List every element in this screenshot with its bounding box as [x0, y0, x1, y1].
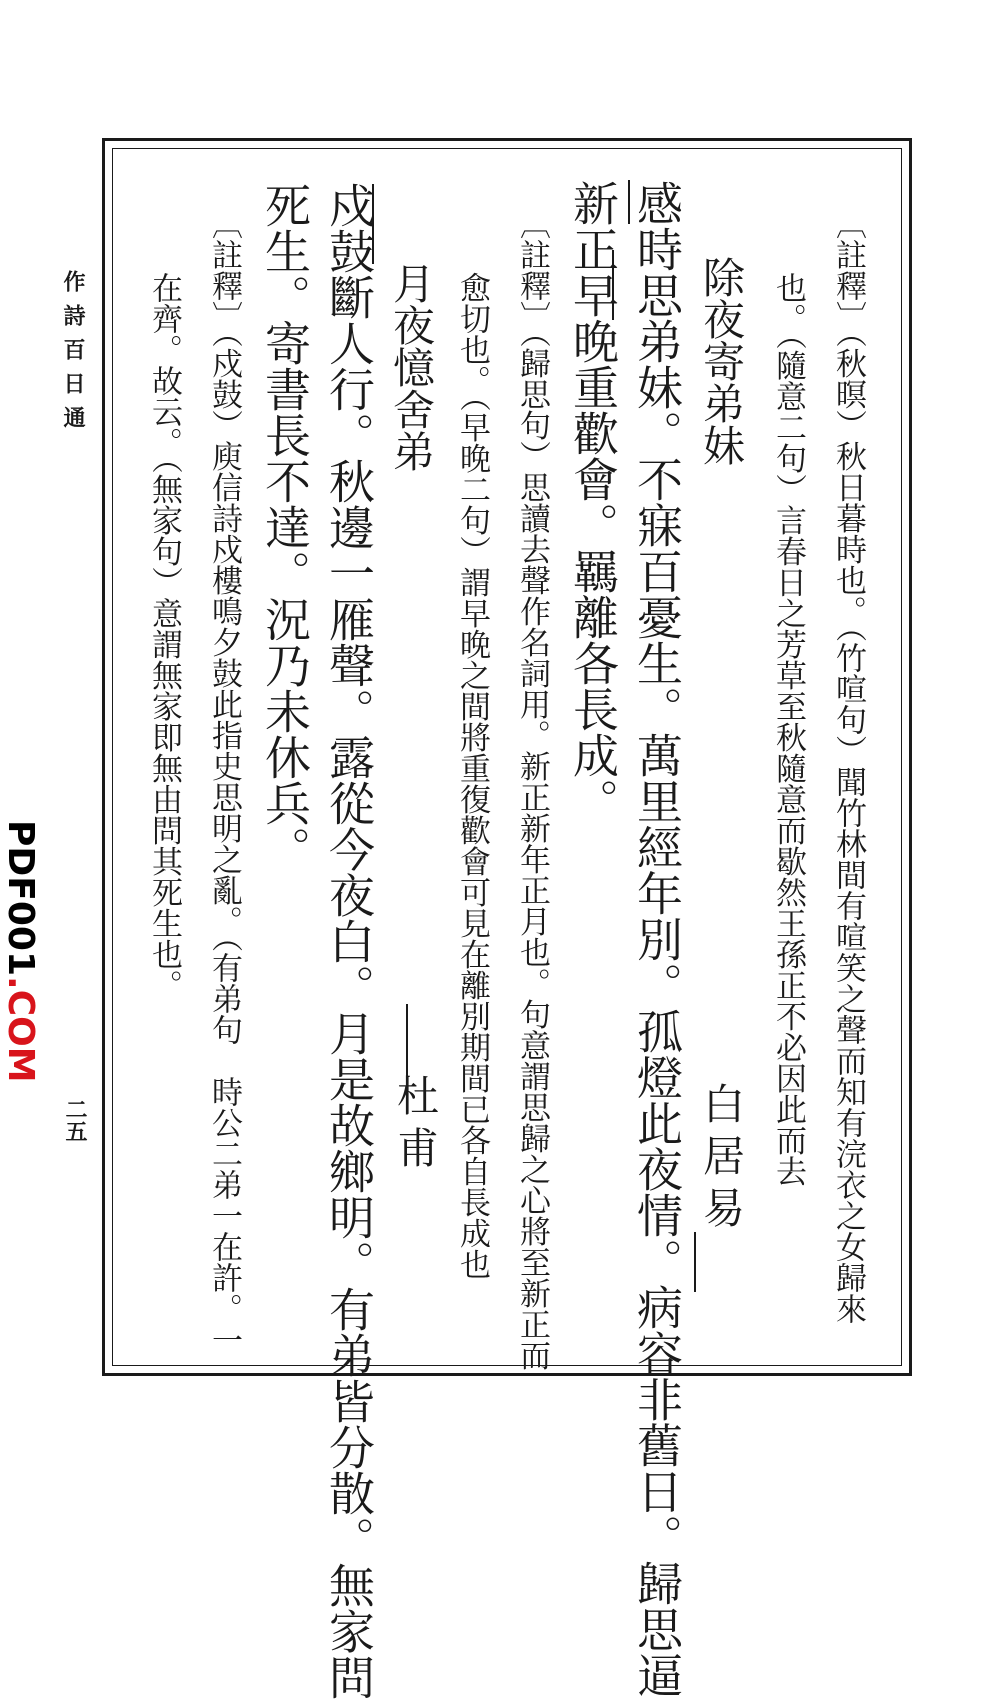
annotation-column-2: 也。（隨意二句）言春日之芳草至秋隨意而歇然王孫正不必因此而去 — [770, 272, 806, 1187]
annotation-column-3: 〔註釋〕（歸思句）思讀去聲作名詞用。新正新年正月也。句意謂思歸之心將至新正而 — [514, 208, 550, 1371]
poem-text-2-line-2: 死生。寄書長不達。況乃未休兵。 — [258, 182, 312, 872]
name-mark — [612, 250, 614, 320]
annotation-column-6: 在齊。故云。（無家句）意謂無家即無由問其死生也。 — [146, 272, 182, 1001]
page-number: 二五 — [62, 1098, 88, 1142]
poem-text-2-line-1: 戍鼓斷人行。秋邊一雁聲。露從今夜白。月是故鄉明。有弟皆分散。無家問 — [322, 182, 376, 1700]
watermark — [0, 820, 41, 1083]
annotation-column-1: 〔註釋〕（秋暝）秋日暮時也。（竹喧句）聞竹林間有喧笑之聲而知有浣衣之女歸來 — [830, 208, 866, 1324]
poem-title-2: 月夜憶舍弟 — [387, 262, 436, 472]
poem-author-2: 杜甫 — [391, 1074, 440, 1178]
name-mark — [694, 1232, 696, 1292]
poem-text-1-line-2: 新正早晚重歡會。羈離各長成。 — [566, 180, 620, 824]
name-mark — [406, 1004, 408, 1096]
poem-text-1-line-1: 感時思弟妹。不寐百憂生。萬里經年別。孤燈此夜情。病容非舊日。歸思逼 — [630, 180, 684, 1698]
watermark-part2: .COM — [0, 976, 41, 1083]
name-mark — [628, 180, 630, 224]
poem-author-1: 白居易 — [697, 1082, 746, 1238]
poem-title-1: 除夜寄弟妹 — [697, 256, 746, 466]
annotation-column-4: 愈切也。（早晚二句）謂早晚之間將重復歡會可見在離別期間已各自長成也 — [454, 272, 490, 1280]
watermark-part1: PDF001 — [0, 820, 41, 977]
running-head: 作詩百日通 — [60, 270, 86, 440]
annotation-column-5: 〔註釋〕（戍鼓）庾信詩戍樓鳴夕鼓此指史思明之亂。（有弟句 時公二弟一在許。一 — [206, 208, 242, 1355]
name-mark — [372, 184, 374, 264]
